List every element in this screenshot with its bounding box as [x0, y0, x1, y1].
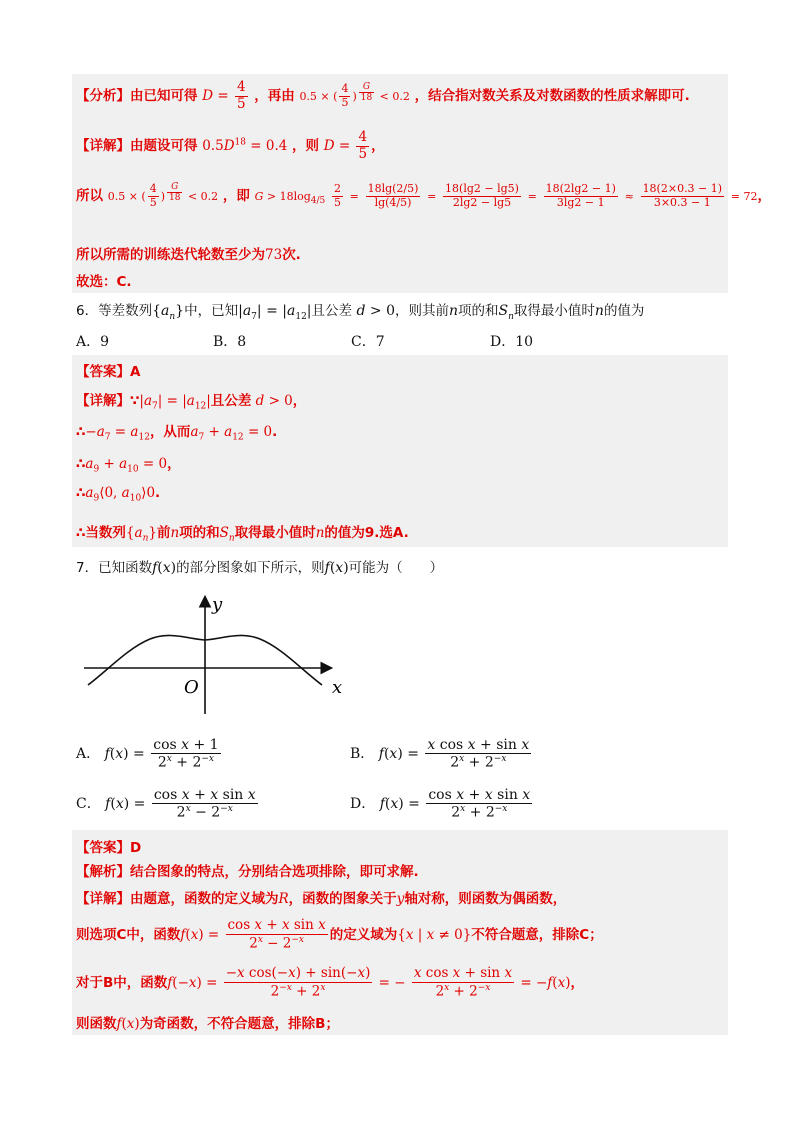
q6-detail-1: 【详解】$\because|a_7| = |a_{12}|$且公差 d > 0， — [76, 393, 307, 412]
question-7-stem: 7．已知函数f(x)的部分图象如下所示，则f(x)可能为（ ） — [76, 560, 444, 576]
function-graph — [80, 590, 360, 720]
q6-answer: 【答案】A — [76, 364, 141, 380]
q7-detail-e: 则函数f(x)为奇函数，不符合题意，排除B； — [76, 1016, 339, 1032]
q6-option-d: D．10 — [490, 334, 534, 350]
q7-detail-c: 则选项C中，函数f(x) = $\frac{\text{cos x + x sin x}}{2^x - 2^{-x}}$ 的定义域为{x | x ≠ 0}不符合题意，排除C； — [76, 917, 603, 952]
origin-label: O — [184, 677, 199, 698]
q6-conclusion: ∴当数列$\{a_n\}$前n项的和$S_n$取得最小值时n的值为9.选A. — [76, 525, 409, 544]
q6-option-a: A．9 — [76, 334, 110, 350]
q7-analysis: 【解析】结合图象的特点，分别结合选项排除，即可求解. — [76, 864, 419, 880]
q7-option-b: B． f(x) = $\frac{\text{x cos x + sin x}}{2^x + 2^{-x}}$ — [350, 737, 530, 771]
q6-detail-2: $\therefore-a_7 = a_{12}$，从而$a_7 + a_{12} = 0$. — [76, 424, 278, 443]
q7-answer: 【答案】D — [76, 840, 142, 856]
q7-option-d: D． f(x) = $\frac{\text{cos x + x sin x}}{2^x + 2^{-x}}$ — [350, 787, 531, 821]
q7-option-c: C． f(x) = $\frac{\text{cos x + x sin x}}{2^x - 2^{-x}}$ — [76, 787, 256, 821]
q6-detail-3: $\therefore a_9 + a_{10} = 0$， — [76, 456, 181, 475]
solution-background-2 — [72, 355, 728, 547]
q6-option-b: B．8 — [213, 334, 247, 350]
x-axis-label: x — [332, 677, 343, 698]
detail-line-3: 所以所需的训练迭代轮数至少为73次. — [76, 247, 301, 263]
conclusion-line-1: 故选：C. — [76, 274, 132, 290]
q7-detail-b: 对于B中，函数f(−x) = $\frac{\text{−x cos(−x) + sin(−x)}}{2^{-x} + 2^x}$ = − $\frac{\text{x cos x + sin x}}{2^x + 2^{-x}}$ = −f(x)， — [76, 965, 584, 1000]
question-6-stem: 6．等差数列$\{a_n\}$中，已知$|a_7| = |a_{12}|$且公差 d > 0，则其前n项的和$S_n$取得最小值时n的值为 — [76, 303, 645, 322]
y-axis-label: y — [212, 594, 223, 615]
q7-detail-1: 【详解】由题意，函数的定义域为R，函数的图象关于y轴对称，则函数为偶函数， — [76, 891, 567, 907]
q7-option-a: A． f(x) = $\frac{\text{cos x + 1}}{2^x + 2^{-x}}$ — [76, 737, 219, 771]
q6-option-c: C．7 — [351, 334, 385, 350]
q6-detail-4: $\therefore a_9⟨0$, $a_{10}⟩0$. — [76, 485, 161, 504]
detail-line-1: 【详解】由题设可得 $0.5D^{18} = 0.4$ ，则 D = $\frac{4}{5}$ ， — [76, 129, 385, 162]
analysis-line: 【分析】由已知可得 D = $\frac{4}{5}$ ，再由 0.5 × ( $\frac{4}{5}$ ) $^{\frac{G}{18}}$ < 0.2 ，结合指对数关系及对数函数的性质求解即可. — [76, 79, 690, 112]
detail-line-2: 所以 0.5 × ( $\frac{4}{5}$ ) $^{\frac{G}{18}}$ < 0.2 ，即 $G > 18\log_{4/5}$ $\frac{2}{5}$ = $\frac{18\lg(2/5)}{\lg(4/5)}$ = $\frac{18(\lg 2 - \lg 5)}{2\lg 2 - \lg 5}$ = $\frac{18(2\lg 2 - 1)}{3\lg 2 - 1}$ ≈ $\frac{18(2\times 0.3 - 1)}{3\times 0.3 - 1}$ = 72， — [76, 181, 771, 209]
